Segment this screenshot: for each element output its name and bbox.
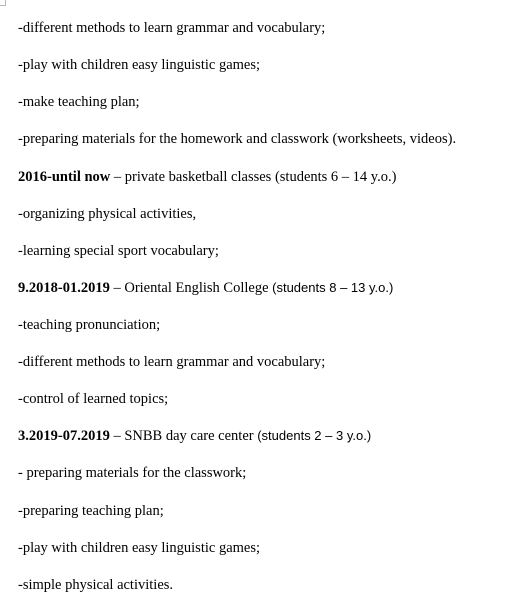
duty-line: -simple physical activities. xyxy=(18,577,174,593)
duty-line: -different methods to learn grammar and vocabulary; xyxy=(18,354,326,370)
job-heading xyxy=(18,427,371,445)
duty-line: -organizing physical activities, xyxy=(18,206,197,222)
duty-line: -preparing teaching plan; xyxy=(18,503,164,519)
job-description: – SNBB day care center xyxy=(109,428,258,444)
job-heading xyxy=(18,168,396,186)
duty-line: -play with children easy linguistic games; xyxy=(18,57,261,73)
job-period: 2016-until now xyxy=(18,169,111,185)
job-heading xyxy=(18,279,393,297)
job-students-note: (students 8 – 13 y.o.) xyxy=(272,280,394,295)
job-description: – private basketball classes (students 6 – 14 y.o.) xyxy=(110,169,397,185)
job-students-note: (students 2 – 3 y.o.) xyxy=(257,428,372,443)
duty-line: -preparing materials for the homework and classwork (worksheets, videos). xyxy=(18,131,457,147)
duty-line: - preparing materials for the classwork; xyxy=(18,465,247,481)
duty-line: -learning special sport vocabulary; xyxy=(18,243,219,259)
duty-line: -control of learned topics; xyxy=(18,391,169,407)
duty-line: -make teaching plan; xyxy=(18,94,140,110)
page-corner-mark xyxy=(0,0,6,6)
duty-line: -play with children easy linguistic games; xyxy=(18,540,261,556)
duty-line: -teaching pronunciation; xyxy=(18,317,161,333)
duty-line: -different methods to learn grammar and vocabulary; xyxy=(18,20,326,36)
job-period: 9.2018-01.2019 xyxy=(18,280,110,296)
job-period: 3.2019-07.2019 xyxy=(18,428,110,444)
job-description: – Oriental English College xyxy=(109,280,273,296)
